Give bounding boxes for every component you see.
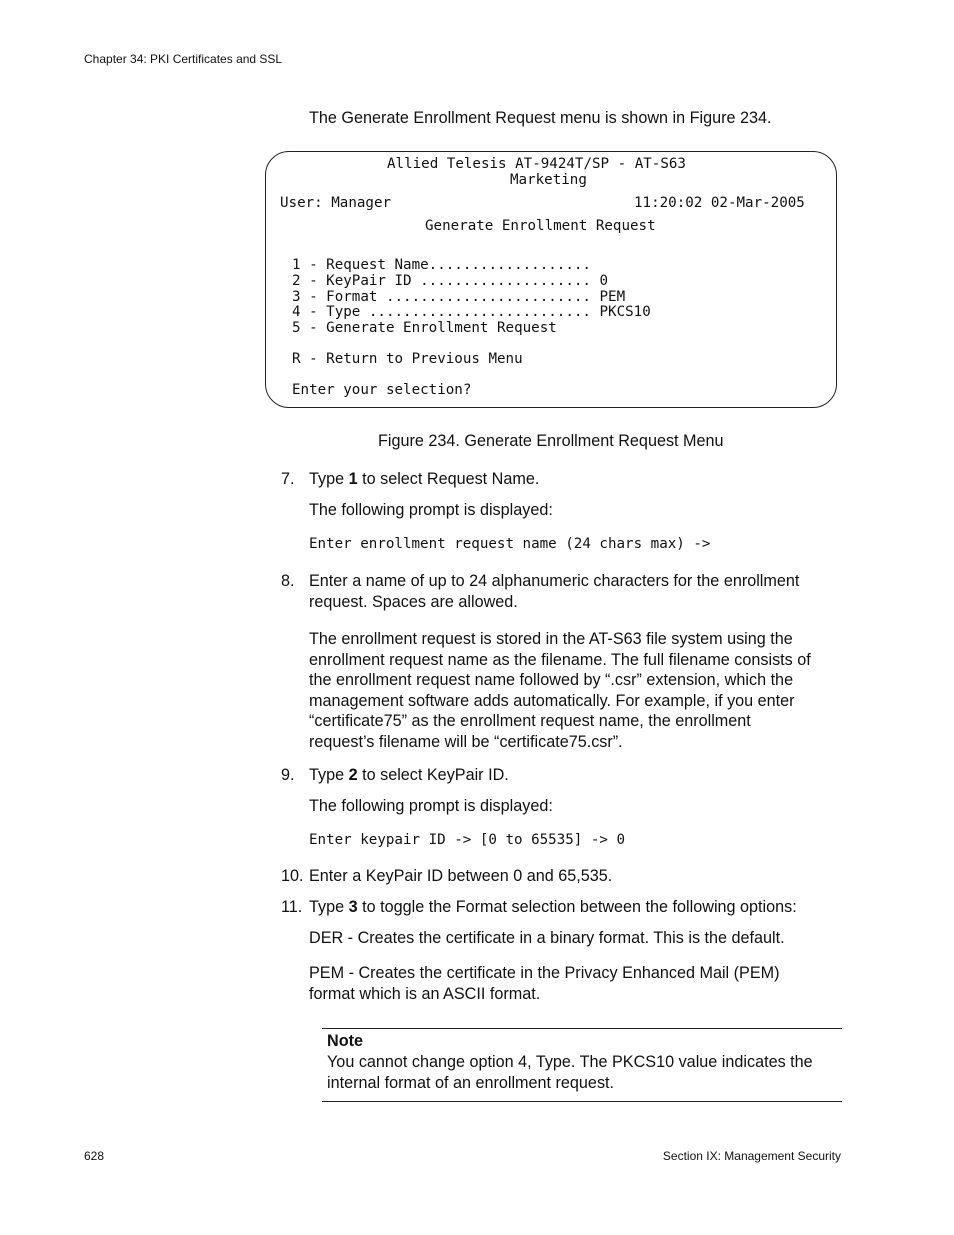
note-title: Note	[327, 1032, 363, 1050]
terminal-title: Allied Telesis AT-9424T/SP - AT-S63	[387, 156, 686, 172]
step-8-text: Enter a name of up to 24 alphanumeric characters for the enrollment request. Spaces are allowed.	[309, 572, 800, 611]
step-9-number: 9.	[281, 766, 295, 784]
terminal-menu-title: Generate Enrollment Request	[425, 218, 656, 234]
option-der: DER - Creates the certificate in a binary format. This is the default.	[309, 929, 785, 947]
page-number: 628	[84, 1149, 105, 1163]
menu-item-type: 4 - Type .......................... PKCS10	[292, 304, 651, 320]
terminal-subtitle: Marketing	[510, 172, 587, 188]
menu-item-format: 3 - Format ........................ PEM	[292, 289, 626, 305]
figure-caption: Figure 234. Generate Enrollment Request Menu	[378, 432, 724, 450]
step-11-text: Type 3 to toggle the Format selection between the following options:	[309, 898, 797, 916]
step-9-prompt-intro: The following prompt is displayed:	[309, 797, 553, 815]
step-10-number: 10.	[281, 867, 304, 885]
step-7-prompt-intro: The following prompt is displayed:	[309, 501, 553, 519]
key-2: 2	[348, 766, 358, 784]
menu-item-request-name: 1 - Request Name...................	[292, 257, 591, 273]
key-3: 3	[348, 898, 358, 916]
note-body: You cannot change option 4, Type. The PKCS10 value indicates the internal format of an enrollment request.	[327, 1053, 813, 1092]
chapter-header: Chapter 34: PKI Certificates and SSL	[84, 52, 283, 66]
option-pem: PEM - Creates the certificate in the Privacy Enhanced Mail (PEM) format which is an ASCII format.	[309, 964, 780, 1003]
step-11-number: 11.	[281, 898, 303, 916]
menu-item-return: R - Return to Previous Menu	[292, 351, 523, 367]
intro-text: The Generate Enrollment Request menu is shown in Figure 234.	[309, 109, 772, 127]
step-10-text: Enter a KeyPair ID between 0 and 65,535.	[309, 867, 613, 885]
terminal-screen	[265, 151, 837, 408]
step-7-number: 7.	[281, 470, 295, 488]
step-7-text: Type 1 to select Request Name.	[309, 470, 540, 488]
key-1: 1	[348, 470, 358, 488]
note-top-rule	[322, 1028, 842, 1029]
step-9-prompt: Enter keypair ID -> [0 to 65535] -> 0	[309, 832, 626, 848]
step-8-number: 8.	[281, 572, 295, 590]
footer-section: Section IX: Management Security	[662, 1149, 841, 1163]
terminal-user: User: Manager	[280, 195, 392, 211]
step-9-text: Type 2 to select KeyPair ID.	[309, 766, 509, 784]
menu-item-keypair-id: 2 - KeyPair ID .................... 0	[292, 273, 609, 289]
terminal-prompt: Enter your selection?	[292, 382, 472, 398]
menu-item-generate: 5 - Generate Enrollment Request	[292, 320, 557, 336]
step-8-detail: The enrollment request is stored in the AT-S63 file system using the enrollment request name as the filename. The full filename consists of the enrollment request name followed by “.csr” extension, which the management software adds automatically. For example, if you enter “certificate75” as the enrollment request name, the enrollment request’s filename will be “certificate75.csr”.	[309, 630, 811, 751]
note-bottom-rule	[322, 1101, 842, 1102]
step-7-prompt: Enter enrollment request name (24 chars max) ->	[309, 536, 711, 552]
terminal-datetime: 11:20:02 02-Mar-2005	[634, 195, 805, 211]
